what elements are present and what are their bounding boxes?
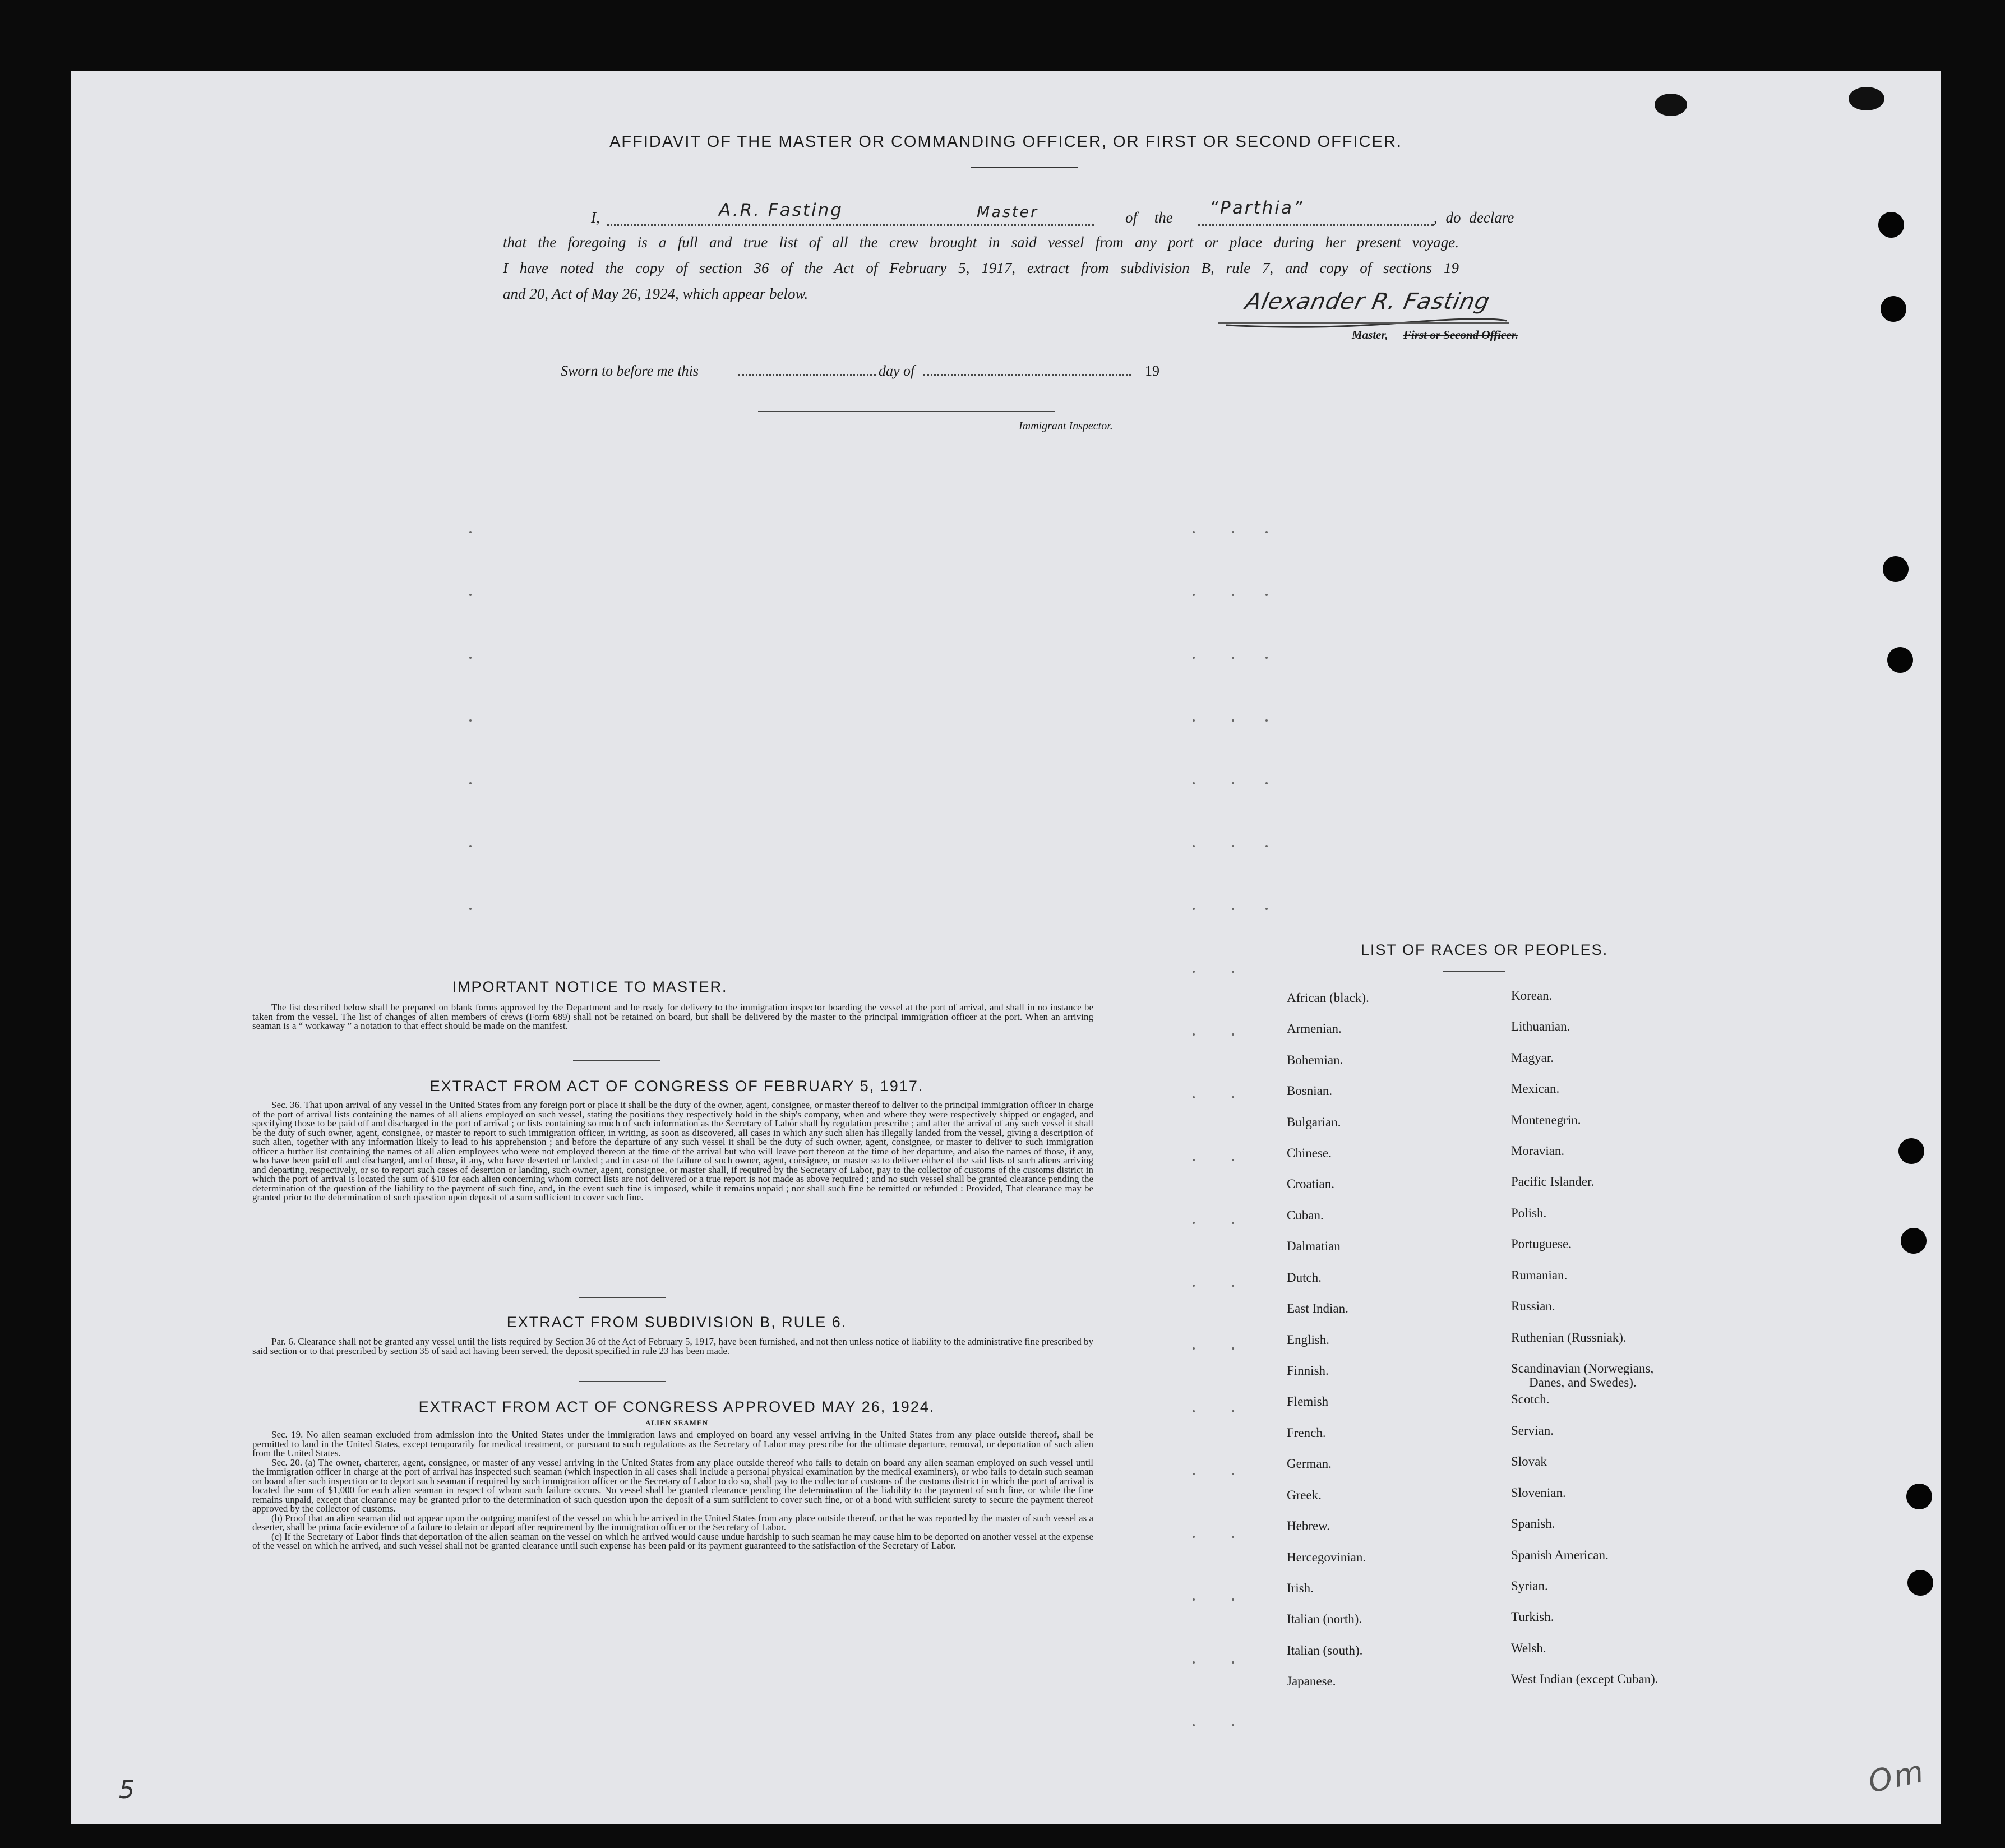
vessel-name: “Parthia” [1209, 198, 1304, 218]
rule-6-body [252, 1337, 1093, 1356]
registration-dot [1232, 845, 1234, 847]
race-left-3: Bohemian. [1287, 1053, 1343, 1067]
registration-dot [1232, 1159, 1234, 1161]
race-right-10: Rumanian. [1511, 1268, 1568, 1282]
declaration-line-2: that the foregoing is a full and true list of all the crew brought in said vessel from any port or place during her present voyage. [503, 234, 1459, 251]
registration-dot [1193, 1536, 1195, 1538]
registration-dot [1232, 1033, 1234, 1036]
master-signature: Alexander R. Fasting [1243, 289, 1493, 315]
registration-dot [1265, 908, 1268, 910]
race-right-20: Syrian. [1511, 1579, 1548, 1593]
registration-dot [1193, 531, 1195, 533]
race-left-22: Italian (south). [1287, 1643, 1363, 1657]
race-left-17: Greek. [1287, 1488, 1322, 1502]
race-left-23: Japanese. [1287, 1674, 1336, 1688]
race-left-20: Irish. [1287, 1581, 1314, 1595]
sworn-text-1: Sworn to before me this [561, 363, 699, 379]
punch-hole [1898, 1138, 1924, 1164]
race-left-8: Cuban. [1287, 1208, 1324, 1222]
registration-dot [469, 594, 472, 596]
registration-dot [1193, 1285, 1195, 1287]
race-left-4: Bosnian. [1287, 1084, 1333, 1098]
rule-6-title: EXTRACT FROM SUBDIVISION B, RULE 6. [506, 1314, 847, 1330]
registration-dot [469, 782, 472, 784]
sworn-day-line [738, 374, 876, 376]
registration-dot [1193, 657, 1195, 659]
race-right-4: Mexican. [1511, 1082, 1560, 1096]
punch-hole [1881, 296, 1906, 322]
bottom-right-mark: Om [1865, 1753, 1928, 1800]
extract-1924-body [252, 1430, 1093, 1551]
section-20a-paragraph: Sec. 20. (a) The owner, charterer, agent, consignee, or master of any vessel arriving in the United States from any place outside thereof who fails to detain on board any alien seaman employed on such vessel until the immigration officer in charge at the port of arrival has inspected such seaman (which inspection in all cases shall include a personal physical examination by the medical examiners), or who fails to detain such seaman on board after such inspection or to deport such seaman if required by such immigration officer or the Secretary of Labor to do so, shall pay to the collector of customs of the customs district in which the port of arrival is located the sum of $1,000 for each alien seaman in respect of whom such failure occurs. No vessel shall be granted clearance pending the determination of the liability to the payment of such fine, or while the fine remains unpaid, except that clearance may be granted prior to the determination of such question upon the deposit of a sum sufficient to cover such fine, or of a bond with sufficient surety to secure the payment thereof approved by the collector of customs. [252, 1457, 1093, 1514]
notice-body [252, 1003, 1093, 1031]
notice-paragraph: The list described below shall be prepared on blank forms approved by the Department and be ready for delivery to the immigration inspector boarding the vessel at the port of arrival, and shall in no instance be taken from the vessel. The list of changes of alien members of crews (Form 689) shall not be retained on board, but shall be delivered by the master to the principal immigration officer at the port. When an arriving seaman is a “ workaway ” a notation to that effect should be made on the manifest. [252, 1002, 1093, 1031]
registration-dot [1232, 594, 1234, 596]
registration-dot [1232, 1598, 1234, 1601]
race-left-16: German. [1287, 1457, 1332, 1471]
registration-dot [469, 719, 472, 722]
race-right-14: Scotch. [1511, 1392, 1550, 1406]
race-right-11: Russian. [1511, 1299, 1555, 1313]
race-left-6: Chinese. [1287, 1146, 1332, 1160]
race-left-19: Hercegovinian. [1287, 1550, 1366, 1564]
registration-dot [1193, 1598, 1195, 1601]
race-right-13-cont: Danes, and Swedes). [1529, 1375, 1637, 1389]
registration-dot [1232, 1096, 1234, 1098]
sworn-text-2: day of [879, 363, 915, 379]
race-left-14: Flemish [1287, 1394, 1329, 1408]
race-right-3: Magyar. [1511, 1051, 1554, 1065]
registration-dot [1232, 1222, 1234, 1224]
affidavit-title: AFFIDAVIT OF THE MASTER OR COMMANDING OFFICER, OR FIRST OR SECOND OFFICER. [609, 133, 1402, 151]
punch-hole [1901, 1228, 1927, 1254]
signature-flourish [1204, 298, 1518, 332]
rule-6-paragraph: Par. 6. Clearance shall not be granted any vessel until the lists required by Section 36 of the Act of February 5, 1917, have been furnished, and not then unless notice of liability to the administrative fine prescribed by said section or to that prescribed by section 35 of said act having been served, the deposit specified in rule 23 has been made. [252, 1336, 1093, 1356]
registration-dot [1193, 1410, 1195, 1412]
registration-dot [1232, 1661, 1234, 1664]
races-title: LIST OF RACES OR PEOPLES. [1361, 941, 1609, 958]
registration-dot [1193, 1347, 1195, 1350]
race-left-2: Armenian. [1287, 1022, 1342, 1036]
registration-dot [469, 845, 472, 847]
race-right-6: Moravian. [1511, 1144, 1565, 1158]
punch-hole [1887, 647, 1913, 673]
registration-dot [1193, 1096, 1195, 1098]
punch-hole [1878, 212, 1904, 238]
race-right-7: Pacific Islander. [1511, 1175, 1595, 1189]
extract-1924-title: EXTRACT FROM ACT OF CONGRESS APPROVED MAY 26, 1924. [418, 1398, 935, 1415]
notice-divider [573, 1060, 660, 1061]
title-divider [971, 167, 1078, 168]
registration-dot [1193, 594, 1195, 596]
registration-dot [1265, 845, 1268, 847]
declaration-do-declare: , do declare [1434, 209, 1514, 226]
declaration-of-the: of the [1125, 209, 1173, 226]
registration-dot [1265, 782, 1268, 784]
sworn-year: 19 [1145, 363, 1159, 379]
registration-dot [1193, 1724, 1195, 1726]
inspector-signature-line [758, 411, 1055, 412]
race-right-17: Slovenian. [1511, 1486, 1566, 1500]
master-name: A.R. Fasting [719, 200, 843, 220]
notice-title: IMPORTANT NOTICE TO MASTER. [452, 978, 728, 995]
extract-1917-body [252, 1101, 1093, 1203]
registration-dot [1193, 908, 1195, 910]
race-right-9: Portuguese. [1511, 1237, 1572, 1251]
registration-dot [1232, 1347, 1234, 1350]
race-left-1: African (black). [1287, 991, 1369, 1005]
registration-dot [469, 908, 472, 910]
registration-dot [1232, 1410, 1234, 1412]
section-19-paragraph: Sec. 19. No alien seaman excluded from admission into the United States under the immigration laws and employed on board any vessel arriving in the United States from any place outside thereof, shall be permitted to land in the United States, except temporarily for medical treatment, or pursuant to such regulations as the Secretary of Labor may prescribe for the ultimate departure, removal, or deportation of such alien from the United States. [252, 1429, 1093, 1458]
punch-hole [1906, 1484, 1932, 1509]
vessel-line [1198, 224, 1434, 226]
registration-dot [1265, 657, 1268, 659]
race-right-13: Scandinavian (Norwegians, [1511, 1361, 1654, 1375]
race-right-22: Welsh. [1511, 1641, 1546, 1655]
alien-seamen-subtitle: ALIEN SEAMEN [645, 1419, 709, 1427]
registration-dot [1232, 657, 1234, 659]
struck-officer-label: First or Second Officer. [1403, 328, 1518, 341]
race-left-7: Croatian. [1287, 1177, 1334, 1191]
race-right-16: Slovak [1511, 1454, 1547, 1468]
race-left-9: Dalmatian [1287, 1239, 1341, 1253]
punch-hole [1907, 1570, 1933, 1596]
registration-dot [1232, 971, 1234, 973]
registration-dot [1232, 1724, 1234, 1726]
race-left-13: Finnish. [1287, 1364, 1329, 1378]
race-right-21: Turkish. [1511, 1610, 1554, 1624]
extract-1917-divider [579, 1297, 666, 1298]
race-right-12: Ruthenian (Russniak). [1511, 1330, 1627, 1345]
declaration-i: I, [591, 209, 600, 226]
registration-dot [469, 531, 472, 533]
race-left-21: Italian (north). [1287, 1612, 1362, 1626]
master-role: Master [977, 204, 1039, 221]
race-left-5: Bulgarian. [1287, 1115, 1341, 1129]
ink-splotch [1849, 87, 1884, 110]
registration-dot [469, 657, 472, 659]
signature-line [1218, 322, 1509, 324]
section-36-paragraph: Sec. 36. That upon arrival of any vessel in the United States from any foreign port or place it shall be the duty of the owner, agent, consignee, or master thereof to deliver to the principal immigration officer in charge of the port of arrival lists containing the names of all aliens employed on such vessel, stating the positions they respectively hold in the ship's company, when and where they were respectively shipped or engaged, and specifying those to be paid off and discharged in the port of arrival ; or lists containing so much of such information as the Secretary of Labor shall by regulation prescribe ; and after the arrival of any such vessel it shall be the duty of such owner, agent, consignee, or master to report to such immigration officer, in writing, as soon as discovered, all cases in which any such alien has illegally landed from the vessel, giving a description of such alien, together with any information likely to lead to his apprehension ; and before the departure of any such vessel it shall be the duty of such owner, agent, consignee, or master to deliver to such immigration officer a further list containing the names of all alien employees who were not employed thereon at the time of the arrival but who will leave port thereon at the time of her departure, and also the names of those, if any, who have been paid off and discharged, and of those, if any, who have deserted or landed ; and in case of the failure of such owner, agent, consignee, or master so to deliver either of the said lists of such aliens arriving and departing, respectively, or so to report such cases of desertion or landing, such owner, agent, consignee, or master shall, if required by the Secretary of Labor, pay to the collector of customs of the customs district in which the port of arrival is located the sum of $10 for each alien concerning whom correct lists are not delivered or a true report is not made as above required ; and no such vessel shall be granted clearance pending the determination of the question of the liability to the payment of such fine, and, in the event such fine is imposed, while it remains unpaid ; nor shall such fine be remitted or refunded : Provided, That clearance may be granted prior to the determination of such question upon deposit of a sum sufficient to cover such fine. [252, 1099, 1093, 1203]
registration-dot [1193, 1159, 1195, 1161]
registration-dot [1232, 782, 1234, 784]
ink-splotch [1655, 94, 1687, 116]
registration-dot [1232, 908, 1234, 910]
race-right-18: Spanish. [1511, 1517, 1555, 1531]
document-sheet [71, 71, 1941, 1824]
race-left-10: Dutch. [1287, 1270, 1322, 1285]
registration-dot [1193, 1661, 1195, 1664]
race-right-5: Montenegrin. [1511, 1113, 1581, 1127]
registration-dot [1193, 1473, 1195, 1475]
registration-dot [1193, 845, 1195, 847]
race-right-19: Spanish American. [1511, 1548, 1609, 1562]
extract-1917-title: EXTRACT FROM ACT OF CONGRESS OF FEBRUARY 5, 1917. [429, 1078, 924, 1094]
registration-dot [1232, 1285, 1234, 1287]
registration-dot [1232, 531, 1234, 533]
master-label: Master, [1352, 328, 1388, 341]
race-left-11: East Indian. [1287, 1301, 1348, 1315]
rule-6-divider [579, 1381, 666, 1382]
bottom-left-mark: 5 [119, 1776, 136, 1804]
punch-hole [1883, 556, 1909, 582]
race-right-15: Servian. [1511, 1424, 1554, 1438]
race-left-12: English. [1287, 1333, 1330, 1347]
registration-dot [1193, 1033, 1195, 1036]
registration-dot [1232, 719, 1234, 722]
registration-dot [1193, 971, 1195, 973]
race-left-18: Hebrew. [1287, 1519, 1330, 1533]
registration-dot [1193, 782, 1195, 784]
inspector-label: Immigrant Inspector. [1019, 420, 1113, 432]
section-20b-paragraph: (b) Proof that an alien seaman did not appear upon the outgoing manifest of the vessel on which he arrived in the United States from any place outside thereof, or that he was reported by the master of such vessel as a deserter, shall be prima facie evidence of a failure to detain or deport after requirement by the immigration officer or the Secretary of Labor. [252, 1512, 1093, 1532]
registration-dot [1265, 719, 1268, 722]
declaration-line-4: and 20, Act of May 26, 1924, which appear below. [503, 285, 809, 302]
registration-dot [1232, 1536, 1234, 1538]
race-right-23: West Indian (except Cuban). [1511, 1672, 1658, 1686]
races-divider [1443, 971, 1505, 972]
registration-dot [1265, 594, 1268, 596]
race-right-1: Korean. [1511, 988, 1553, 1002]
registration-dot [1232, 1473, 1234, 1475]
declaration-line-3: I have noted the copy of section 36 of the Act of February 5, 1917, extract from subdivision B, rule 7, and copy of sections 19 [503, 260, 1459, 276]
race-right-2: Lithuanian. [1511, 1019, 1570, 1033]
registration-dot [1193, 719, 1195, 722]
race-right-8: Polish. [1511, 1206, 1547, 1220]
sworn-month-line [923, 374, 1131, 376]
section-20c-paragraph: (c) If the Secretary of Labor finds that deportation of the alien seaman on the vessel on which he arrived would cause undue hardship to such seaman he may cause him to be deported on another vessel at the expense of the vessel on which he arrived, and such vessel shall not be granted clearance until such expense has been paid or its payment guaranteed to the satisfaction of the Secretary of Labor. [252, 1531, 1093, 1551]
race-left-15: French. [1287, 1426, 1326, 1440]
registration-dot [1265, 531, 1268, 533]
name-line [607, 224, 1094, 226]
registration-dot [1193, 1222, 1195, 1224]
